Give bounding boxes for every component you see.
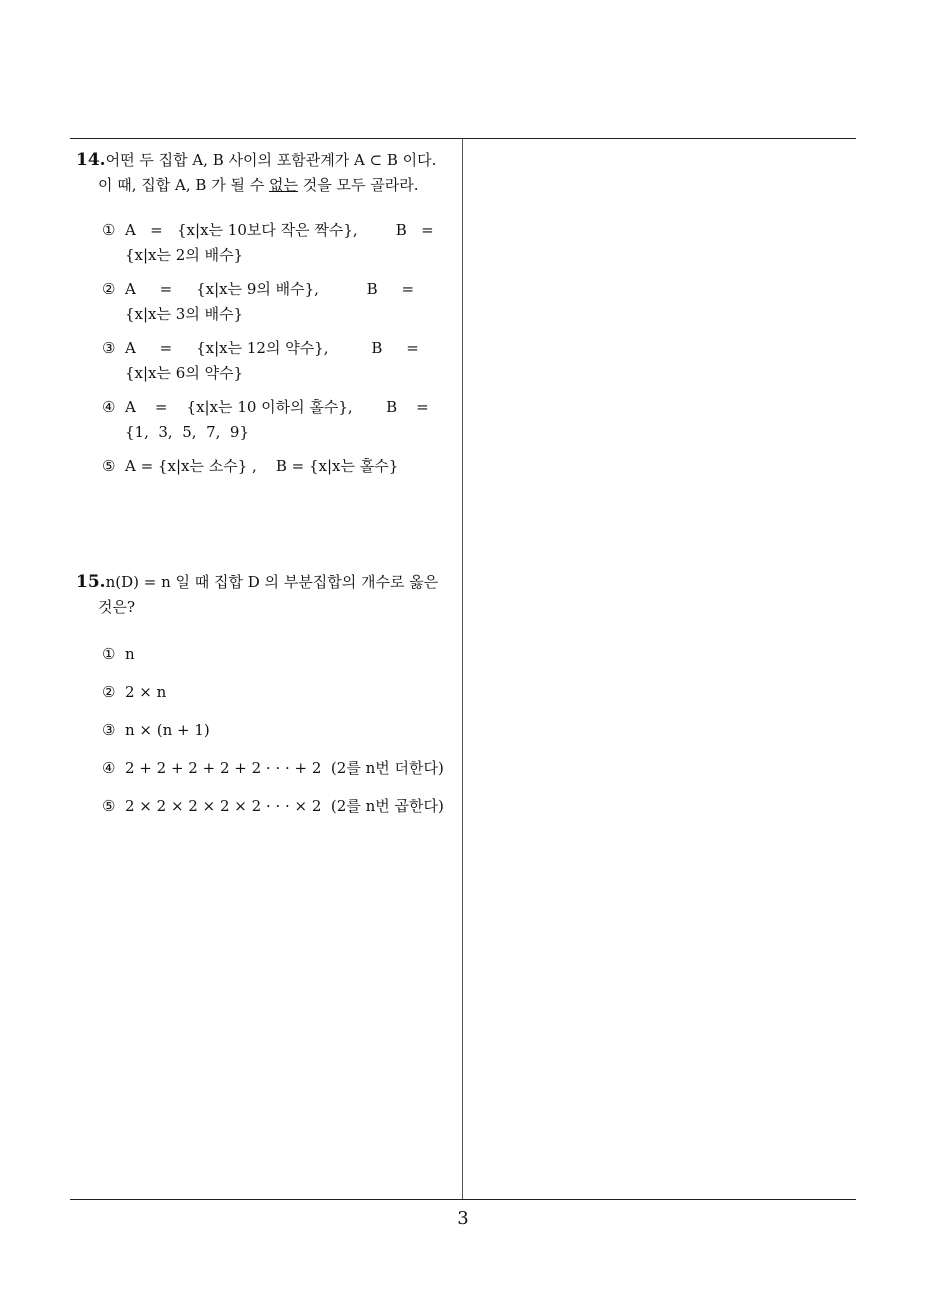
choice-text: A = {x|x는 12의 약수}, B = {x|x는 6의 약수}: [125, 339, 419, 382]
choice-marker: ①: [102, 645, 116, 663]
question-15: [76, 570, 456, 832]
question-text: 어떤 두 집합 A, B 사이의 포함관계가 A ⊂ B 이다.: [105, 151, 437, 169]
choice-marker: ②: [102, 683, 116, 701]
choice-text: A = {x|x는 10보다 작은 짝수}, B = {x|x는 2의 배수}: [125, 221, 434, 264]
choice-marker: ④: [102, 398, 116, 416]
choice-marker: ⑤: [102, 797, 116, 815]
question-text: 것을 모두 골라라.: [297, 176, 419, 194]
question-number: 15.: [76, 572, 106, 592]
choice-text: 2 + 2 + 2 + 2 + 2 · · · + 2 (2를 n번 더한다): [125, 759, 444, 777]
choice-5[interactable]: [102, 794, 456, 819]
footer-rule: [70, 1199, 856, 1200]
column-divider: [462, 139, 463, 1200]
question-text: n(D) = n 일 때 집합 D 의 부분집합의 개수로 옳은: [105, 573, 439, 591]
choice-1[interactable]: [102, 218, 456, 268]
choice-1[interactable]: [102, 642, 456, 667]
question-text: 이 때, 집합 A, B 가 될 수: [98, 176, 269, 194]
choice-text: n × (n + 1): [125, 721, 210, 739]
choice-marker: ②: [102, 280, 116, 298]
choice-3[interactable]: [102, 336, 456, 386]
choice-text: 2 × n: [125, 683, 167, 701]
question-14-stem-line2: [76, 173, 456, 198]
choice-5[interactable]: [102, 454, 456, 479]
page-number: 3: [457, 1208, 469, 1229]
choice-text: n: [125, 645, 135, 663]
choice-marker: ⑤: [102, 457, 116, 475]
choice-3[interactable]: [102, 718, 456, 743]
question-text: 것은?: [98, 598, 136, 616]
choice-list: [76, 642, 456, 819]
choice-2[interactable]: [102, 277, 456, 327]
underlined-keyword: 없는: [268, 176, 298, 194]
choice-2[interactable]: [102, 680, 456, 705]
choice-4[interactable]: [102, 756, 456, 781]
choice-text: 2 × 2 × 2 × 2 × 2 · · · × 2 (2를 n번 곱한다): [125, 797, 444, 815]
choice-text: A = {x|x는 9의 배수}, B = {x|x는 3의 배수}: [125, 280, 415, 323]
choice-marker: ④: [102, 759, 116, 777]
choice-4[interactable]: [102, 395, 456, 445]
question-number: 14.: [76, 150, 106, 170]
choice-text: A = {x|x는 소수} , B = {x|x는 홀수}: [125, 457, 399, 475]
question-15-stem: [76, 570, 456, 595]
question-14: [76, 148, 456, 488]
question-15-stem-line2: [76, 595, 456, 620]
choice-marker: ③: [102, 339, 116, 357]
question-14-stem: [76, 148, 456, 173]
choice-text: A = {x|x는 10 이하의 홀수}, B = {1, 3, 5, 7, 9}: [125, 398, 429, 441]
choice-list: [76, 218, 456, 479]
choice-marker: ③: [102, 721, 116, 739]
choice-marker: ①: [102, 221, 116, 239]
header-rule: [70, 138, 856, 139]
